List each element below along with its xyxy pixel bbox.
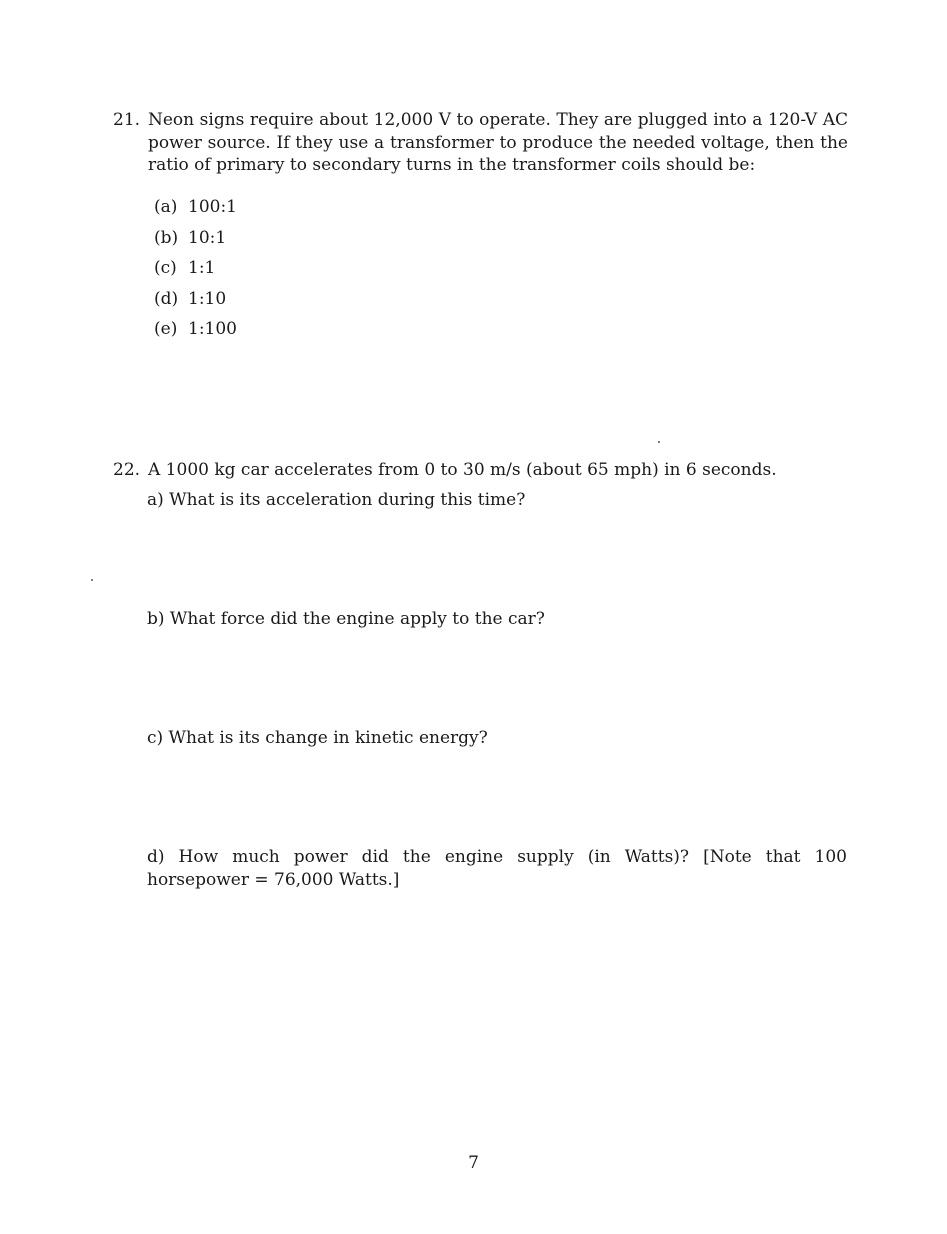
answer-choices [154, 196, 237, 349]
choice-text: 10:1 [188, 227, 227, 248]
choice-letter: (d) [154, 288, 179, 309]
choice-text: 1:1 [188, 258, 216, 278]
choice-c [154, 257, 237, 288]
subpart-d: d) How much power did the engine supply (in Watts)? [Note that 100 horsepower = 76,000 Watts.] [147, 847, 847, 890]
question-number: 22. [113, 460, 141, 480]
choice-e [154, 318, 237, 349]
question-22 [113, 459, 848, 482]
choice-d [154, 288, 237, 319]
scan-speck [91, 579, 93, 581]
choice-b [154, 227, 237, 258]
choice-text: 1:10 [188, 288, 227, 309]
choice-text: 1:100 [188, 319, 237, 339]
question-text: Neon signs require about 12,000 V to operate. They are plugged into a 120-V AC power source. If they use a transformer to produce the needed voltage, then the ratio of primary to secondary turns in the transformer coils should be: [148, 110, 848, 175]
subpart-c: c) What is its change in kinetic energy? [147, 728, 488, 748]
subpart-a: a) What is its acceleration during this time? [147, 490, 526, 510]
choice-letter: (e) [154, 319, 178, 339]
choice-text: 100:1 [188, 197, 237, 217]
question-text: A 1000 kg car accelerates from 0 to 30 m/s (about 65 mph) in 6 seconds. [148, 460, 777, 480]
scan-speck [658, 441, 660, 443]
question-number: 21. [113, 110, 141, 130]
subpart-b: b) What force did the engine apply to the car? [147, 609, 545, 629]
choice-letter: (b) [154, 227, 179, 248]
page-number: 7 [468, 1153, 479, 1173]
choice-a [154, 196, 237, 227]
choice-letter: (a) [154, 197, 178, 217]
choice-letter: (c) [154, 258, 177, 278]
question-21 [113, 109, 848, 177]
